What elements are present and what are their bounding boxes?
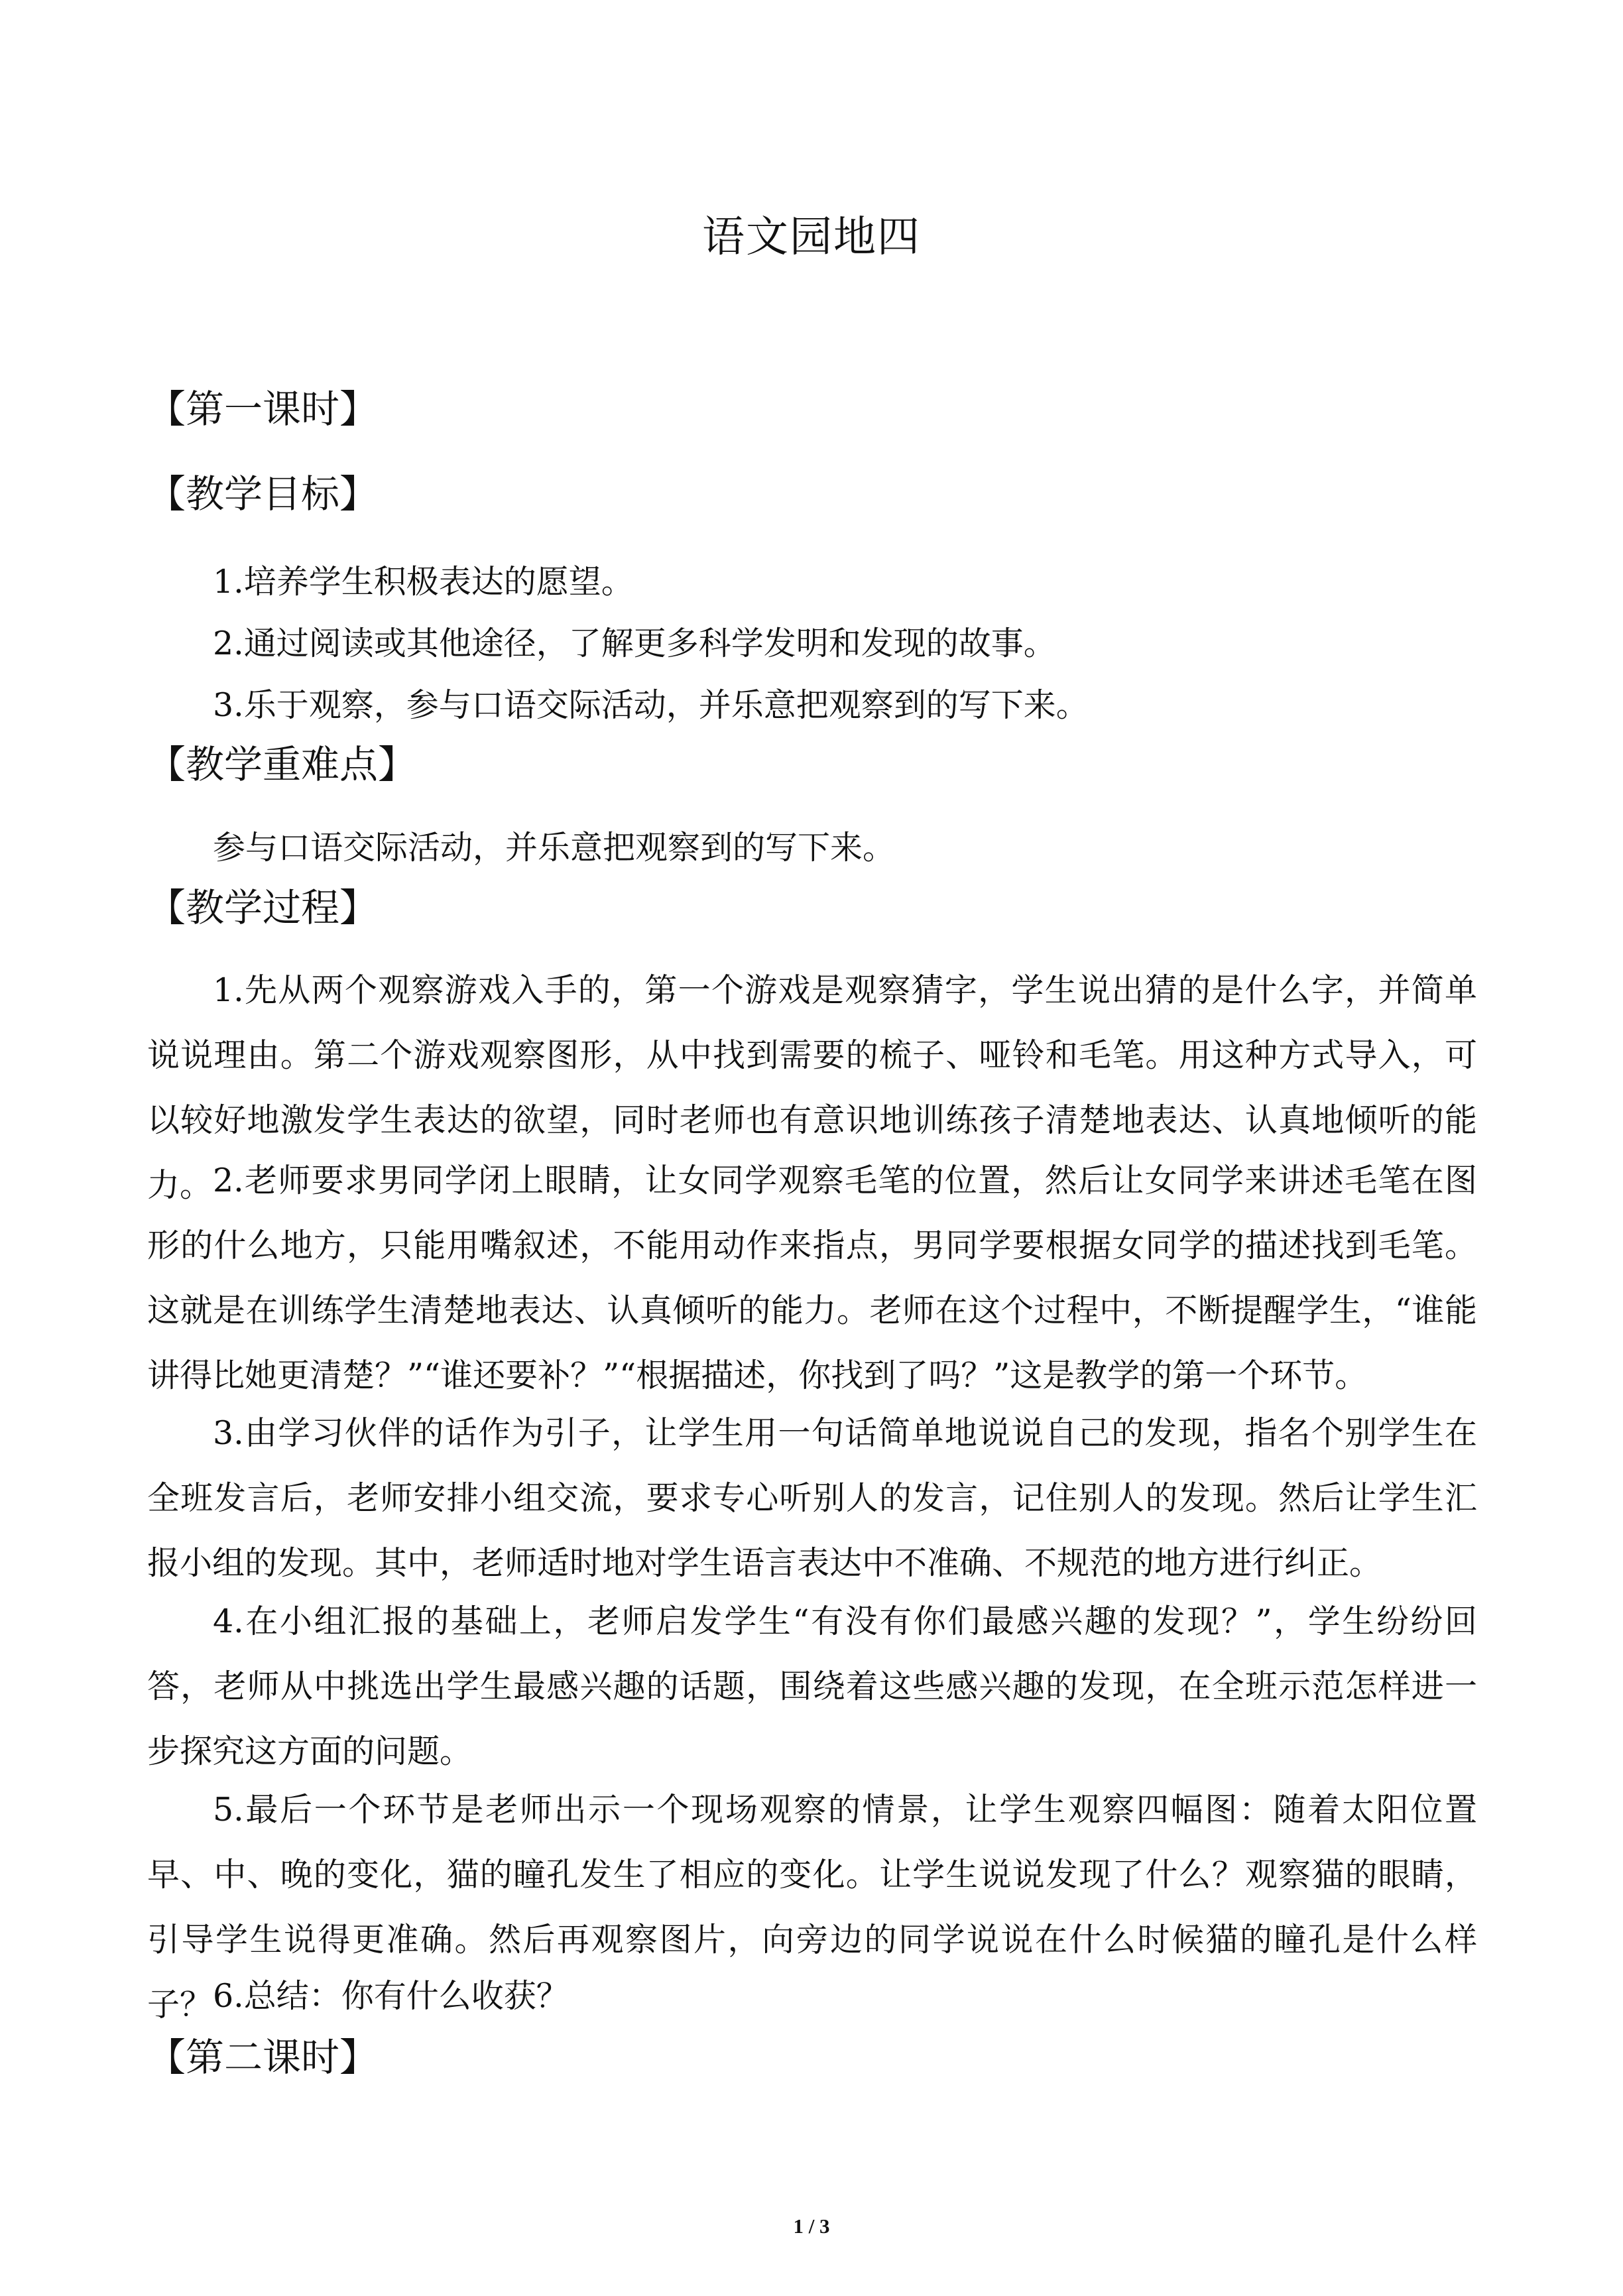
process-step-5: 5.最后一个环节是老师出示一个现场观察的情景，让学生观察四幅图：随着太阳位置早、中、晚的变化，猫的瞳孔发生了相应的变化。让学生说说发现了什么？观察猫的眼睛，引导学生说得更准确。然后再观察图片，向旁边的同学说说在什么时候猫的瞳孔是什么样子？ xyxy=(147,1791,1477,2024)
document-title: 语文园地四 xyxy=(702,213,921,262)
process-step-4: 4.在小组汇报的基础上，老师启发学生“有没有你们最感兴趣的发现？”，学生纷纷回答，老师从中挑选出学生最感兴趣的话题，围绕着这些感兴趣的发现，在全班示范怎样进一步探究这方面的问题。 xyxy=(147,1602,1477,1770)
objective-item-2: 2.通过阅读或其他途径，了解更多科学发明和发现的故事。 xyxy=(213,625,1056,662)
page-number: 1 / 3 xyxy=(793,2214,830,2238)
heading-lesson-1: 【第一课时】 xyxy=(147,387,379,432)
process-step-6: 6.总结：你有什么收获？ xyxy=(213,1977,569,2015)
heading-objectives: 【教学目标】 xyxy=(147,471,379,516)
process-step-2: 2.老师要求男同学闭上眼睛，让女同学观察毛笔的位置，然后让女同学来讲述毛笔在图形的什么地方，只能用嘴叙述，不能用动作来指点，男同学要根据女同学的描述找到毛笔。这就是在训练学生清楚地表达、认真倾听的能力。老师在这个过程中，不断提醒学生，“谁能讲得比她更清楚？”“谁还要补？”“根据描述，你找到了吗？”这是教学的第一个环节。 xyxy=(147,1162,1477,1394)
heading-key-points: 【教学重难点】 xyxy=(147,742,417,787)
heading-process: 【教学过程】 xyxy=(147,885,379,930)
process-step-1: 1.先从两个观察游戏入手的，第一个游戏是观察猜字，学生说出猜的是什么字，并简单说说理由。第二个游戏观察图形，从中找到需要的梳子、哑铃和毛笔。用这种方式导入，可以较好地激发学生表达的欲望，同时老师也有意识地训练孩子清楚地表达、认真地倾听的能力。 xyxy=(147,971,1477,1204)
heading-lesson-2: 【第二课时】 xyxy=(147,2035,379,2080)
objective-item-3: 3.乐于观察，参与口语交际活动，并乐意把观察到的写下来。 xyxy=(213,686,1089,724)
key-points-text: 参与口语交际活动，并乐意把观察到的写下来。 xyxy=(213,829,896,867)
objective-item-1: 1.培养学生积极表达的愿望。 xyxy=(213,563,634,601)
process-step-3: 3.由学习伙伴的话作为引子，让学生用一句话简单地说说自己的发现，指名个别学生在全班发言后，老师安排小组交流，要求专心听别人的发言，记住别人的发现。然后让学生汇报小组的发现。其中，老师适时地对学生语言表达中不准确、不规范的地方进行纠正。 xyxy=(147,1414,1477,1582)
